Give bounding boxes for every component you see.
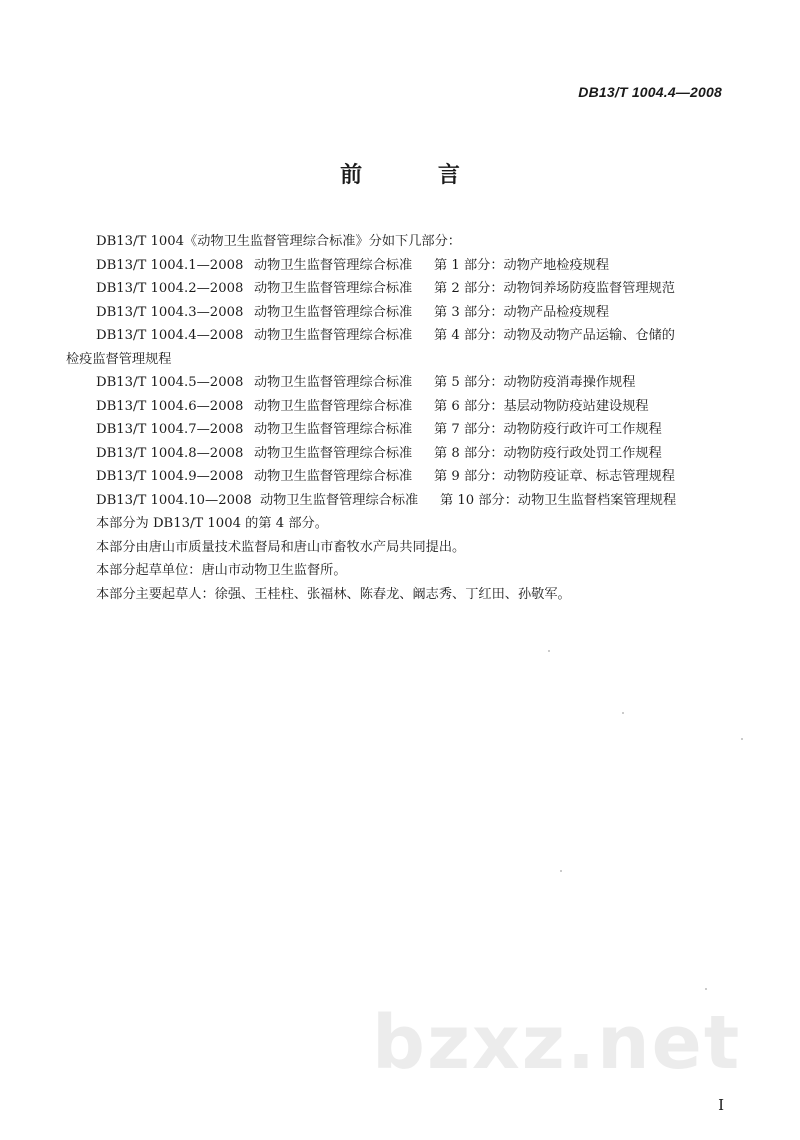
- statement-line: 本部分为 DB13/T 1004 的第 4 部分。: [96, 516, 328, 531]
- scan-speck: [741, 738, 743, 740]
- part-code: DB13/T 1004.8—2008: [96, 445, 244, 461]
- scan-speck: [548, 650, 550, 652]
- part-title: 第 7 部分：动物防疫行政许可工作规程: [434, 422, 662, 437]
- part-line: [66, 489, 726, 513]
- part-title: 第 1 部分：动物产地检疫规程: [434, 257, 610, 273]
- part-standard-name: 动物卫生监督管理综合标准: [260, 492, 419, 508]
- part-line: [66, 301, 726, 325]
- statement-line: 本部分起草单位：唐山市动物卫生监督所。: [96, 563, 347, 578]
- part-title: 第 5 部分：动物防疫消毒操作规程: [434, 375, 636, 390]
- part-standard-name: 动物卫生监督管理综合标准: [254, 422, 413, 437]
- statement-line: 本部分由唐山市质量技术监督局和唐山市畜牧水产局共同提出。: [96, 539, 466, 555]
- part-standard-name: 动物卫生监督管理综合标准: [254, 398, 413, 414]
- part-line: [66, 254, 726, 278]
- part-code: DB13/T 1004.9—2008: [96, 469, 244, 484]
- part-code: DB13/T 1004.1—2008: [96, 257, 244, 273]
- part-standard-name: 动物卫生监督管理综合标准: [254, 469, 413, 484]
- part-standard-name: 动物卫生监督管理综合标准: [254, 304, 413, 320]
- part-standard-name: 动物卫生监督管理综合标准: [254, 375, 413, 390]
- part-code: DB13/T 1004.5—2008: [96, 375, 244, 390]
- part-line: [66, 371, 726, 395]
- part-line: [66, 395, 726, 419]
- watermark: bzxz.net: [372, 1000, 742, 1086]
- part-title: 第 2 部分：动物饲养场防疫监督管理规范: [434, 281, 675, 296]
- part-line: [66, 418, 726, 442]
- part-line: [66, 442, 726, 466]
- part-code: DB13/T 1004.10—2008: [96, 492, 252, 508]
- page-title: 前 言: [340, 163, 494, 188]
- part-code: DB13/T 1004.6—2008: [96, 398, 244, 414]
- foreword-body: [66, 230, 726, 606]
- part-title-continuation: 检疫监督管理规程: [66, 351, 172, 367]
- part-code: DB13/T 1004.3—2008: [96, 304, 244, 320]
- part-code: DB13/T 1004.2—2008: [96, 281, 244, 296]
- part-code: DB13/T 1004.7—2008: [96, 422, 244, 437]
- part-standard-name: 动物卫生监督管理综合标准: [254, 445, 413, 461]
- statement-line: 本部分主要起草人：徐强、王桂柱、张福林、陈春龙、阚志秀、丁红田、孙敬军。: [96, 586, 571, 602]
- page-number: I: [718, 1096, 724, 1114]
- scan-speck: [560, 870, 562, 872]
- part-standard-name: 动物卫生监督管理综合标准: [254, 328, 413, 343]
- part-title: 第 9 部分：动物防疫证章、标志管理规程: [434, 469, 675, 484]
- part-title: 第 10 部分：动物卫生监督档案管理规程: [440, 492, 677, 508]
- part-line: [66, 324, 726, 348]
- part-code: DB13/T 1004.4—2008: [96, 328, 244, 343]
- part-standard-name: 动物卫生监督管理综合标准: [254, 281, 413, 296]
- intro-line: DB13/T 1004《动物卫生监督管理综合标准》分如下几部分：: [96, 234, 461, 249]
- part-title: 第 8 部分：动物防疫行政处罚工作规程: [434, 445, 662, 461]
- scan-speck: [705, 988, 707, 990]
- scan-speck: [622, 712, 624, 714]
- part-line: [66, 277, 726, 301]
- part-line: [66, 465, 726, 489]
- part-title: 第 4 部分：动物及动物产品运输、仓储的: [434, 328, 675, 343]
- part-standard-name: 动物卫生监督管理综合标准: [254, 257, 413, 273]
- standard-code-header: DB13/T 1004.4—2008: [578, 84, 722, 100]
- part-title: 第 3 部分：动物产品检疫规程: [434, 304, 610, 320]
- part-title: 第 6 部分：基层动物防疫站建设规程: [434, 398, 649, 414]
